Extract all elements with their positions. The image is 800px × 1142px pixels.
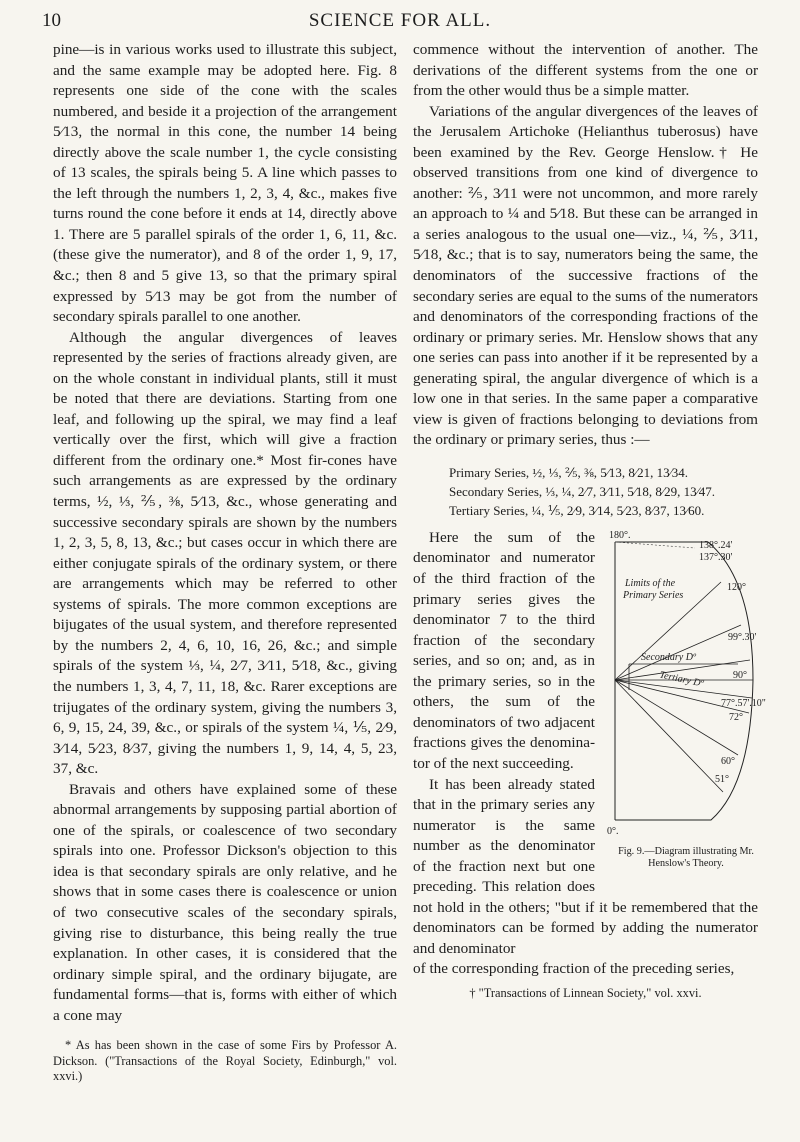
paragraph: of the corresponding fraction of the preceding series, bbox=[413, 960, 735, 978]
label-51: 51° bbox=[715, 773, 729, 785]
secondary-series: Secondary Series, ⅓, ¼, 2⁄7, 3⁄11, 5⁄18, 8⁄29, 13⁄47. bbox=[449, 483, 716, 499]
right-column bbox=[413, 40, 766, 1001]
label-secondary: Secondary Dº bbox=[641, 651, 697, 663]
page-number: 10 bbox=[42, 10, 61, 31]
series-table bbox=[413, 463, 758, 520]
running-title: SCIENCE FOR ALL. bbox=[308, 10, 492, 31]
paragraph: pine—is in various works used to illustrate this subject, and the same example may be adopted here. Fig. 8 represents one side of the cone with the scales numbered, and beside it a projection of the arrangement 5⁄13, the normal in this cone, the number 14 being directly above the scale number 1, the cycle consisting of 13 scales, the spirals being 5. A line which passes to the left through the numbers 1, 2, 3, 4, &c., makes five turns round the cone before it ends at 14, directly above 1. There are 5 parallel spirals of the order 1, 6, 11, &c. (these give the numerator), and 8 of the order 1, 9, 17, &c.; then 8 and 5 give 13, so that the primary spiral expressed by 5⁄13 may be got from the number of secondary spirals parallel to one another. bbox=[53, 41, 397, 326]
label-tertiary: Tertiary Dº bbox=[658, 669, 705, 690]
label-138: 138°.24' bbox=[699, 539, 733, 551]
paragraph: Variations of the angular divergences of the leaves of the Jerusalem Artichoke (Helianthus tuberosus) have been examined by the Rev. George Henslow.† He observed transitions from one kind of divergence to another: ⅖, 3⁄11 were not uncommon, and more rarely an approach to ¼ and 5⁄18. But these can be arranged in a series analogous to the usual one—viz., ¼, ⅖, 3⁄11, 5⁄18, &c.; that is to say, numerators being the same, the denominators of the successive fractions of the secondary series are equal to the sums of the numerators and denominators of the corresponding fractions of the ordinary or primary series. Mr. Henslow shows that any one series can pass into another if it be represented by a generating spiral, the angular divergence of which is a low one in that series. In the same paper a comparative view is given of fractions belonging to deviations from the ordinary or primary series, thus :— bbox=[413, 102, 758, 449]
paragraph: Here the sum of the denominator and numerator of the third fraction of the primary series gives the denominator 7 to the third fraction of the secondary series, and so on; and, as in the primary series, so in the others, the sum of the denominators of two adjacent fractions gives the denominator of the next succeeding. bbox=[413, 528, 595, 772]
paragraph: It has been already stated that in the primary series any numerator is the same number as the denominator of the fraction next but one preceding. This relation does not hold in the others; "but if it be remembered that the denominators can be formed by adding the numerator and denominator bbox=[413, 775, 758, 957]
footnote bbox=[53, 1038, 397, 1085]
label-137: 137°.30' bbox=[699, 551, 733, 563]
label-90: 90° bbox=[733, 669, 747, 681]
label-primary-line1: Limits of the bbox=[625, 577, 676, 589]
label-77: 77°.57'.10" bbox=[721, 697, 766, 709]
label-99: 99°.30' bbox=[728, 631, 757, 643]
figure-wrap bbox=[413, 528, 766, 959]
left-column bbox=[53, 40, 397, 1085]
label-60: 60° bbox=[721, 755, 735, 767]
tertiary-series: Tertiary Series, ¼, ⅕, 2⁄9, 3⁄14, 5⁄23, 8⁄37, 13⁄60. bbox=[449, 502, 705, 518]
figure-9 bbox=[603, 529, 766, 875]
label-72: 72° bbox=[729, 711, 743, 723]
paragraph: Although the angular divergences of leaves represented by the series of fractions already given, are on the whole constant in individual plants, still it must be noted that there are deviations. Starting from one leaf, and following up the spiral, we may find a leaf vertically over the first, which will give a fraction different from the ordinary one.* Most fir-cones have such arrangements as are expressed by the ordinary terms, ½, ⅓, ⅖, ⅜, 5⁄13, &c., whose generating and successive secondary spirals are shown by the numbers 1, 2, 3, 5, 8, 13, &c.; but cases occur in which there are either conjugate spirals of the ordinary system, or there are arrangements which may be referred to other systems of spirals. The more common exceptions are bijugates of the usual system, and therefore represented by the numbers 2, 4, 6, 10, 16, 26, &c.; and simple spirals of the system ⅓, ¼, 2⁄7, 3⁄11, 5⁄18, &c., giving the numbers 1, 3, 4, 7, 11, 18, &c. Rarer exceptions are trijugates of the ordinary system, giving the numbers 3, 6, 9, 15, 24, 39, &c., or spirals of the system ¼, ⅕, 2⁄9, 3⁄14, 5⁄23, 8⁄37, giving the numbers 1, 9, 14, 4, 5, 23, 37, &c. bbox=[53, 328, 397, 778]
label-primary-line2: Primary Series bbox=[623, 589, 684, 601]
label-0: 0°. bbox=[607, 825, 619, 837]
page-header bbox=[20, 10, 780, 36]
paragraph: commence without the intervention of another. The derivations of the different systems from the one or from the other would thus be a simple matter. bbox=[413, 41, 758, 100]
label-120: 120° bbox=[727, 581, 746, 593]
footnote: † "Transactions of Linnean Society," vol. xxvi. bbox=[469, 985, 702, 1000]
primary-series: Primary Series, ½, ⅓, ⅖, ⅜, 5⁄13, 8⁄21, 13⁄34. bbox=[449, 464, 689, 480]
label-180: 180°. bbox=[609, 529, 631, 541]
figure-caption: Fig. 9.—Diagram illustrating Mr. Henslow's Theory. bbox=[618, 845, 754, 869]
footnote-text: * As has been shown in the case of some Firs by Professor A. Dickson. ("Transactions of the Royal Society, Edinburgh," vol. xxvi.) bbox=[53, 1038, 397, 1084]
paragraph: Bravais and others have explained some of these abnormal arrangements by supposing partial abortion of one of the spirals, or coalescence of two secondary spirals into one. Professor Dickson's objection to this idea is that secondary spirals are only relative, and he shows that in some cases there is coalescence or union of two consecutive scales of the secondary spirals, giving rise to disturbance, this being really the true explanation. In other cases, it is considered that the ordinary simple spiral, and the ordinary bijugate, are fundamental forms—that is, forms with either of which a cone may bbox=[53, 780, 397, 1024]
